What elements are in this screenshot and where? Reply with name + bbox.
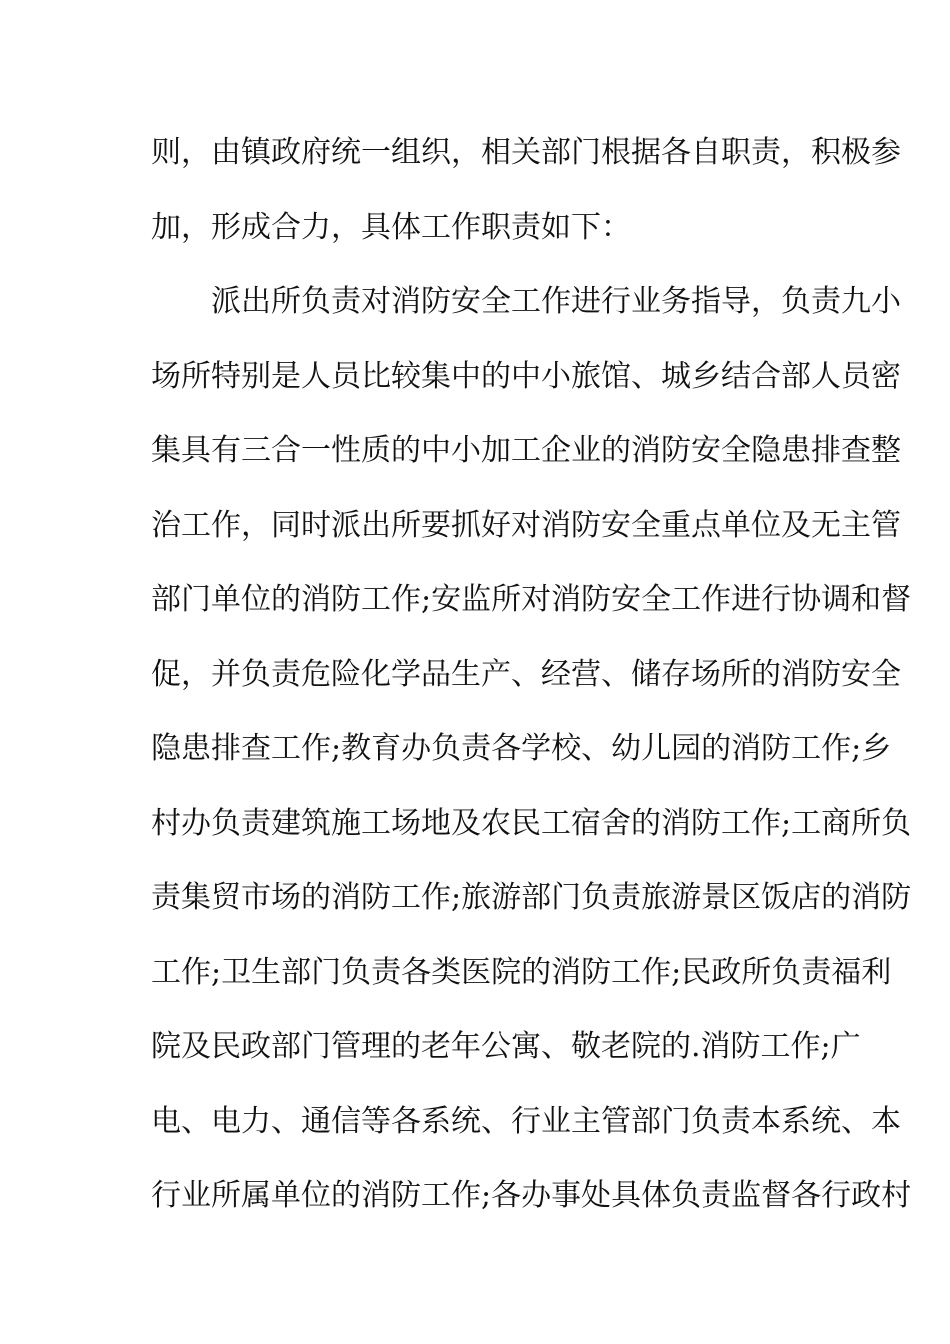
text-line: 集具有三合一性质的中小加工企业的消防安全隐患排查整: [151, 433, 901, 468]
text-line: 责集贸市场的消防工作;旅游部门负责旅游景区饭店的消防: [151, 880, 912, 915]
text-line: 部门单位的消防工作;安监所对消防安全工作进行协调和督: [151, 582, 912, 617]
text-line: 院及民政部门管理的老年公寓、敬老院的.消防工作;广: [151, 1029, 861, 1064]
text-line: 派出所负责对消防安全工作进行业务指导，负责九小: [151, 284, 901, 319]
text-line: 工作;卫生部门负责各类医院的消防工作;民政所负责福利: [151, 954, 892, 990]
text-line: 电、电力、通信等各系统、行业主管部门负责本系统、本: [151, 1103, 901, 1139]
text-line: 治工作，同时派出所要抓好对消防安全重点单位及无主管: [151, 507, 901, 543]
text-line: 村办负责建筑施工场地及农民工宿舍的消防工作;工商所负: [151, 805, 912, 841]
text-line: 行业所属单位的消防工作;各办事处具体负责监督各行政村: [151, 1178, 912, 1213]
body-text: [151, 128, 912, 1246]
text-line: 场所特别是人员比较集中的中小旅馆、城乡结合部人员密: [151, 358, 901, 394]
text-line: 加，形成合力，具体工作职责如下：: [151, 209, 631, 245]
text-line: 促，并负责危险化学品生产、经营、储存场所的消防安全: [151, 656, 901, 692]
text-line: 隐患排查工作;教育办负责各学校、幼儿园的消防工作;乡: [151, 731, 892, 766]
text-line: 则，由镇政府统一组织，相关部门根据各自职责，积极参: [151, 135, 901, 170]
